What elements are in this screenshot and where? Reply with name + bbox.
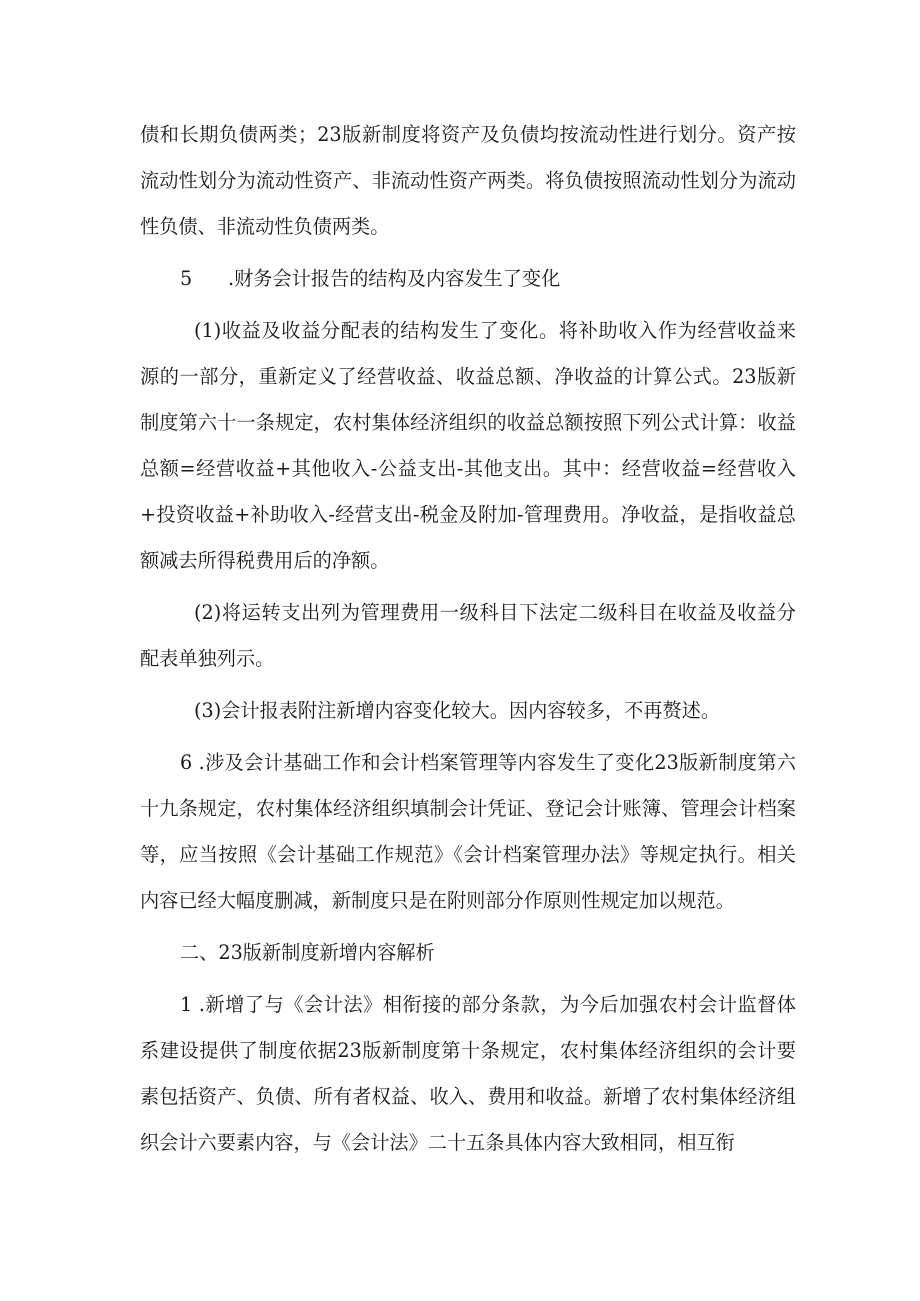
paragraph-liability-classification: 债和长期负债两类；23版新制度将资产及负债均按流动性进行划分。资产按流动性划分为流动性资产、非流动性资产两类。将负债按照流动性划分为流动性负债、非流动性负债两类。 xyxy=(140,123,796,238)
paragraph-accounting-law: 1 .新增了与《会计法》相衔接的部分条款，为今后加强农村会计监督体系建设提供了制度依据23版新制度第十条规定，农村集体经济组织的会计要素包括资产、负债、所有者权益、收入、费用和收益。新增了农村集体经济组织会计六要素内容，与《会计法》二十五条具体内容大致相同，相互衔 xyxy=(140,993,796,1154)
document-page xyxy=(140,112,796,1166)
section-number: 5 xyxy=(180,267,193,290)
paragraph-notes: (3)会计报表附注新增内容变化较大。因内容较多，不再赘述。 xyxy=(194,699,721,722)
section-heading-new-content: 二、23版新制度新增内容解析 xyxy=(180,941,435,964)
paragraph-archive-management: 6 .涉及会计基础工作和会计档案管理等内容发生了变化23版新制度第六十九条规定，农村集体经济组织填制会计凭证、登记会计账簿、管理会计档案等，应当按照《会计基础工作规范》《会计档案管理办法》等规定执行。相关内容已经大幅度删减，新制度只是在附则部分作原则性规定加以规范。 xyxy=(140,751,796,912)
paragraph-income-statement: (1)收益及收益分配表的结构发生了变化。将补助收入作为经营收益来源的一部分，重新定义了经营收益、收益总额、净收益的计算公式。23版新制度第六十一条规定，农村集体经济组织的收益总额按照下列公式计算：收益总额=经营收益+其他收入-公益支出-其他支出。其中：经营收益=经营收入+投资收益+补助收入-经营支出-税金及附加-管理费用。净收益，是指收益总额减去所得税费用后的净额。 xyxy=(140,319,796,572)
section-heading-5 xyxy=(140,256,796,302)
paragraph-operating-expense: (2)将运转支出列为管理费用一级科目下法定二级科目在收益及收益分配表单独列示。 xyxy=(140,601,796,670)
section-title: .财务会计报告的结构及内容发生了变化 xyxy=(228,267,561,290)
